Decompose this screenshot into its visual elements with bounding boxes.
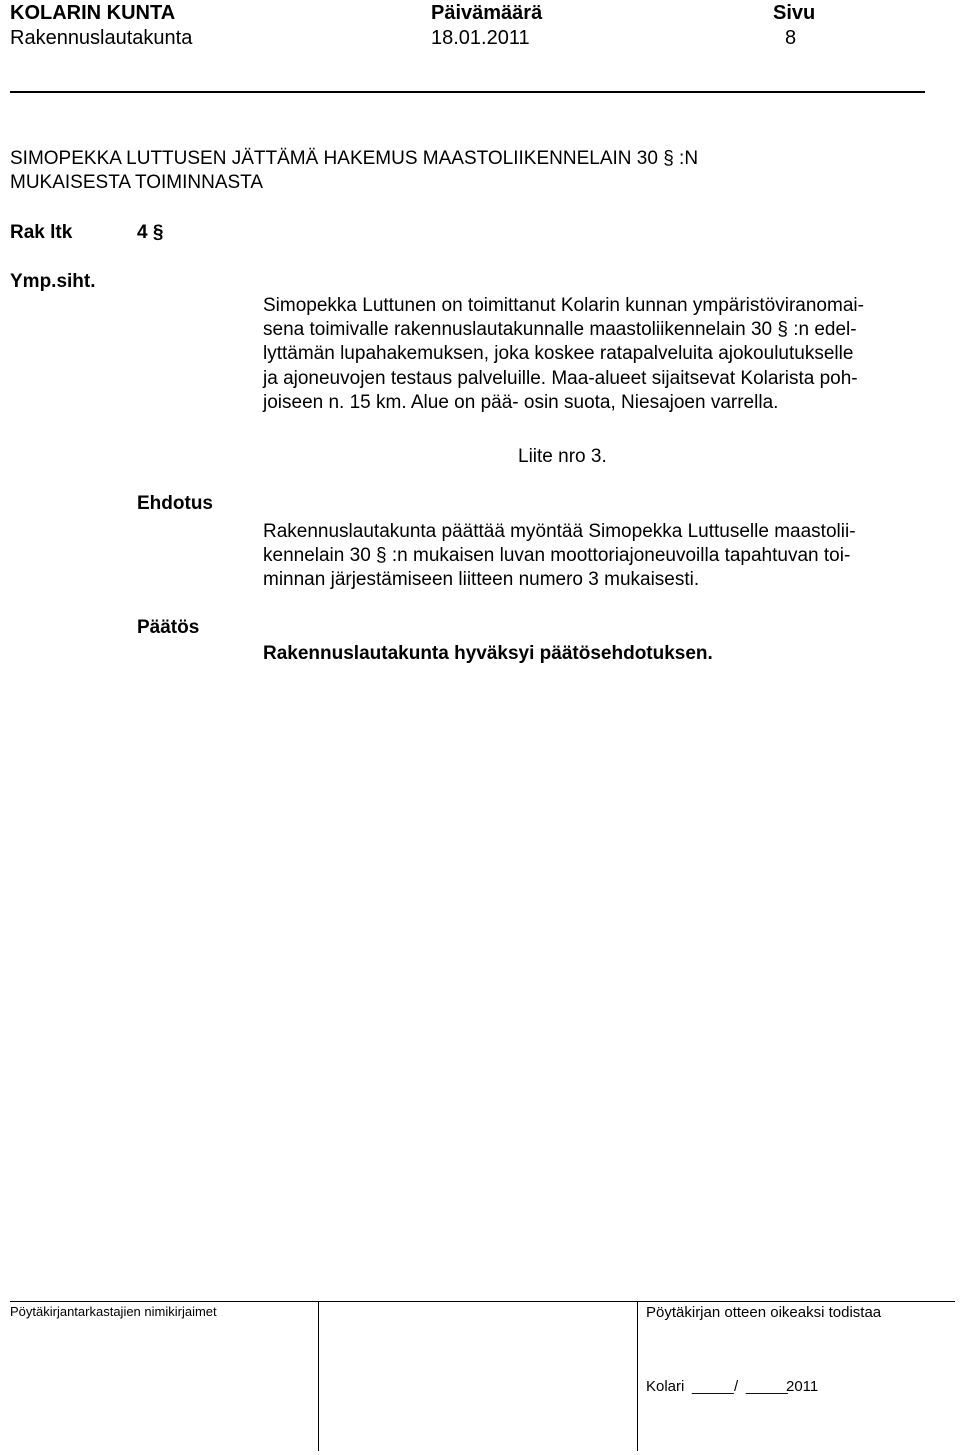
- footer-right-separator: [637, 1301, 638, 1451]
- background-line: Simopekka Luttunen on toimittanut Kolarin kunnan ympäristöviranomai-: [263, 295, 864, 316]
- footer-date-slash: /: [734, 1378, 739, 1395]
- proposal-line: minnan järjestämiseen liitteen numero 3 mukaisesti.: [263, 569, 700, 591]
- footer-date-blank-2: _____: [746, 1378, 788, 1395]
- section-label-paatos: Päätös: [137, 617, 200, 638]
- decision-text: Rakennuslautakunta hyväksyi päätösehdotuksen.: [263, 643, 713, 664]
- footer-initials-label: Pöytäkirjantarkastajien nimikirjaimet: [10, 1304, 217, 1319]
- footer-place: Kolari: [646, 1378, 685, 1395]
- board-name: Rakennuslautakunta: [10, 27, 193, 49]
- section-label-ymp: Ymp.siht.: [10, 271, 96, 292]
- footer-divider: [10, 1301, 955, 1302]
- meeting-date: 18.01.2011: [431, 27, 530, 49]
- proposal-line: kennelain 30 § :n mukaisen luvan moottoriajoneuvoilla tapahtuvan toi-: [263, 545, 851, 567]
- background-line: joiseen n. 15 km. Alue on pää- osin suota, Niesajoen varrella.: [263, 391, 779, 413]
- section-label-ehdotus: Ehdotus: [137, 493, 213, 514]
- attachment-note: Liite nro 3.: [518, 446, 607, 467]
- footer-year: 2011: [786, 1378, 819, 1395]
- footer-date-blank-1: _____: [692, 1378, 734, 1395]
- background-line: lyttämän lupahakemuksen, joka koskee ratapalveluita ajokoulutukselle: [263, 343, 854, 365]
- page-number: 8: [785, 27, 797, 49]
- item-number: 4 §: [137, 222, 164, 243]
- background-line: ja ajoneuvojen testaus palveluille. Maa-alueet sijaitsevat Kolarista poh-: [263, 367, 858, 389]
- proposal-line: Rakennuslautakunta päättää myöntää Simopekka Luttuselle maastolii-: [263, 521, 856, 542]
- proposal-paragraph: [263, 520, 953, 593]
- footer-certify-label: Pöytäkirjan otteen oikeaksi todistaa: [646, 1304, 882, 1321]
- item-label: Rak ltk: [10, 222, 73, 243]
- page-label: Sivu: [773, 2, 816, 24]
- background-paragraph: [263, 294, 953, 415]
- date-label: Päivämäärä: [431, 2, 543, 24]
- org-name: KOLARIN KUNTA: [10, 2, 176, 24]
- background-line: sena toimivalle rakennuslautakunnalle maastoliikennelain 30 § :n edel-: [263, 319, 857, 341]
- footer-left-separator: [318, 1301, 319, 1451]
- document-title-line-1: SIMOPEKKA LUTTUSEN JÄTTÄMÄ HAKEMUS MAASTOLIIKENNELAIN 30 § :N: [10, 148, 699, 169]
- document-title-line-2: MUKAISESTA TOIMINNASTA: [10, 172, 264, 193]
- header-divider: [10, 91, 925, 93]
